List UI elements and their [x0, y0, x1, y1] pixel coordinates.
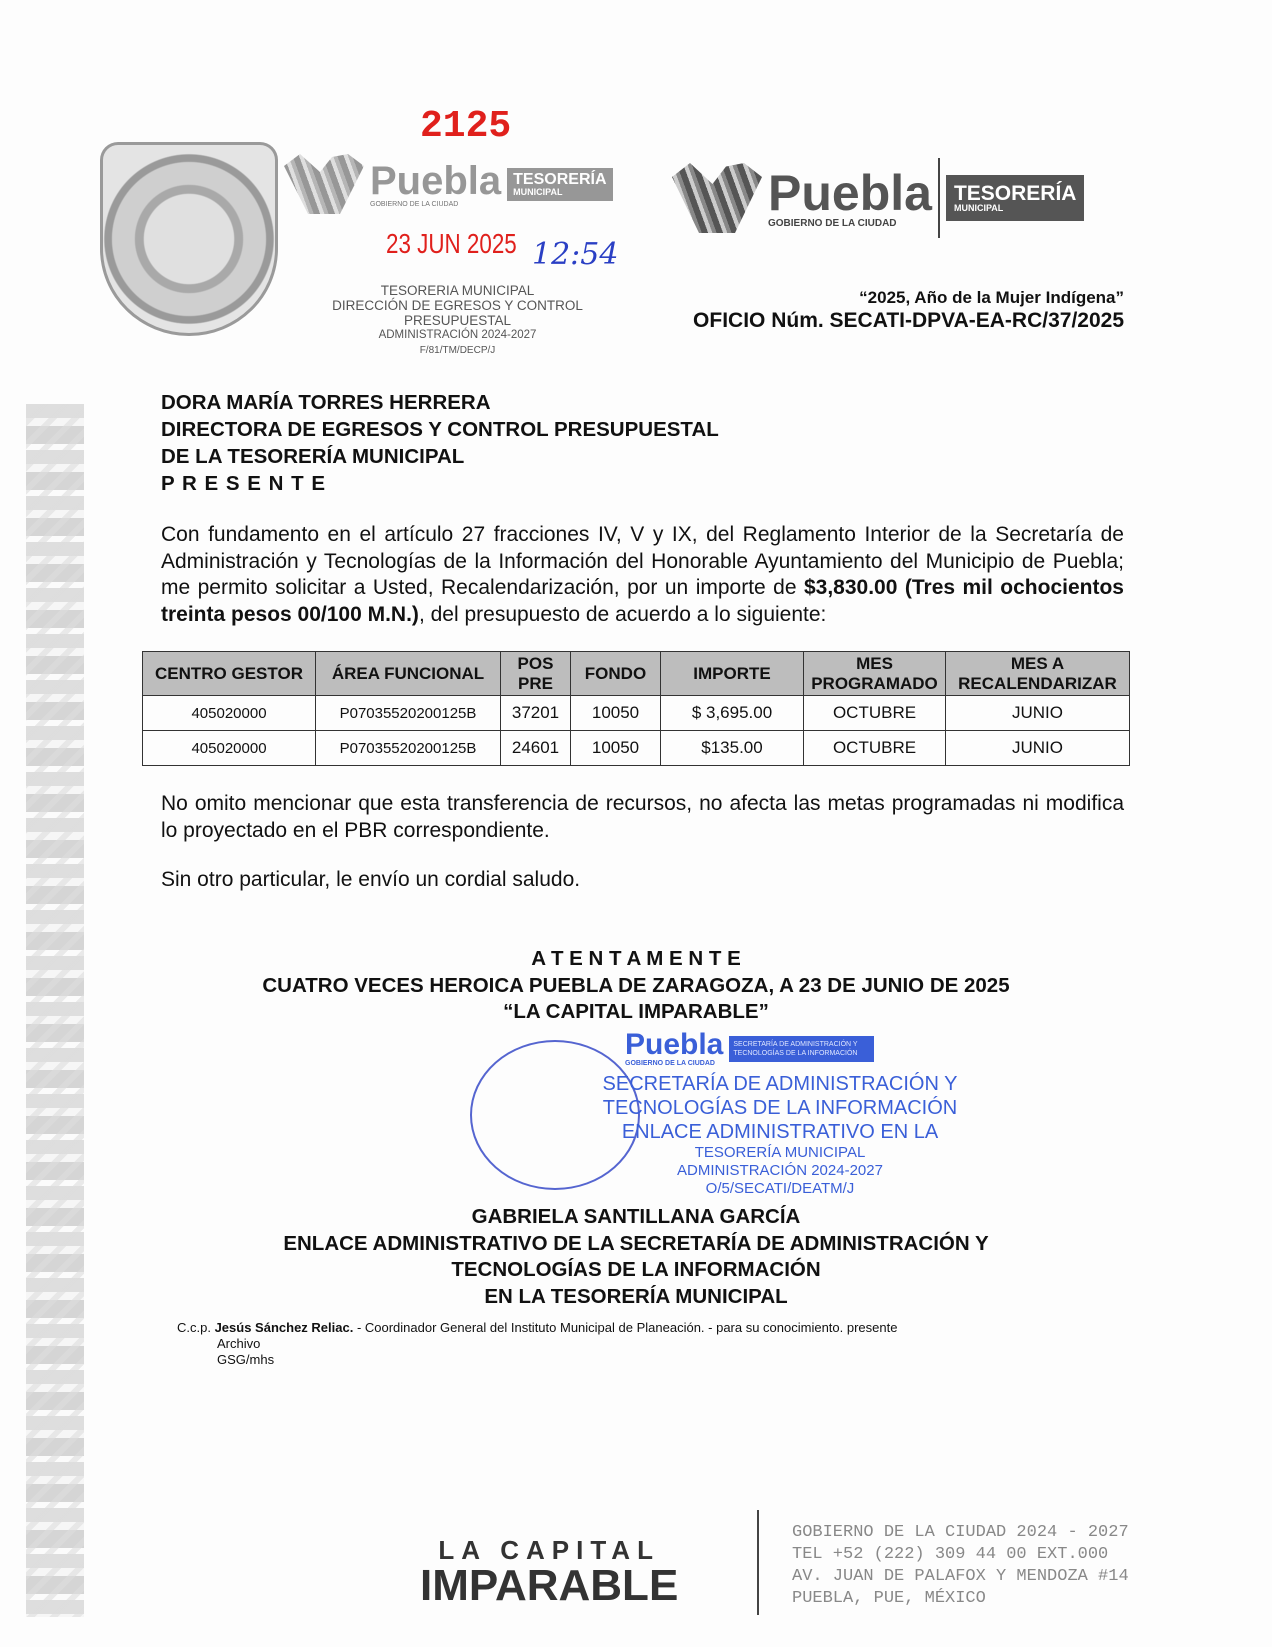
addressee-office: DE LA TESORERÍA MUNICIPAL [161, 445, 465, 468]
municipal-seal [100, 142, 278, 336]
signer-block [0, 1204, 1272, 1310]
col-header: ÁREA FUNCIONAL [316, 652, 501, 696]
logo-dept: SECRETARÍA DE ADMINISTRACIÓN Y TECNOLOGÍAS DE LA INFORMACIÓN [729, 1036, 874, 1062]
received-stamp-text [300, 283, 615, 358]
footer-logo-top: LA CAPITAL [438, 1535, 660, 1565]
footer-address [792, 1522, 1129, 1610]
body-paragraph-1 [161, 522, 1124, 628]
table-cell: OCTUBRE [804, 731, 946, 766]
table-row [143, 731, 1130, 766]
footer-divider [757, 1510, 759, 1615]
table-cell: 24601 [501, 731, 571, 766]
stamp-line: ADMINISTRACIÓN 2024-2027 [378, 329, 537, 341]
table-cell: 10050 [571, 696, 661, 731]
atentamente: A T E N T A M E N T E [531, 947, 741, 970]
table-cell: OCTUBRE [804, 696, 946, 731]
logo-dept: TESORERÍA [953, 182, 1077, 205]
puebla-logo-icon [284, 154, 364, 214]
text: Con fundamento en el artículo 27 fracciones IV, V y IX, del Reglamento Interior de la Secretaría de Administración y Tecnologías de la Información del Honorable Ayuntamiento del Municipio de Puebla; me permito solicitar a Usted, Recalendarización, por un importe de [161, 523, 1124, 599]
year-motto: “2025, Año de la Mujer Indígena” [859, 288, 1124, 307]
col-header: IMPORTE [661, 652, 804, 696]
blue-stamp [560, 1072, 1000, 1198]
footer-logo-bottom: IMPARABLE [420, 1561, 679, 1610]
table-cell: $ 3,695.00 [661, 696, 804, 731]
signer-title: ENLACE ADMINISTRATIVO DE LA SECRETARÍA DE ADMINISTRACIÓN Y [283, 1231, 989, 1255]
table-cell: P07035520200125B [316, 696, 501, 731]
stamp-line: SECRETARÍA DE ADMINISTRACIÓN Y [602, 1073, 958, 1095]
amount: $3,830.00 (Tres mil ochocientos treinta pesos 00/100 M.N.) [161, 576, 1124, 626]
stamp-line: F/81/TM/DECP/J [419, 345, 496, 356]
addressee-presente: P R E S E N T E [161, 472, 326, 495]
logo-sub: GOBIERNO DE LA CIUDAD [768, 217, 897, 229]
table-cell: P07035520200125B [316, 731, 501, 766]
copy-list [177, 1320, 897, 1368]
puebla-logo-icon [672, 163, 762, 233]
ccp-name: Jesús Sánchez Reliac. [214, 1320, 354, 1335]
initials: GSG/mhs [217, 1352, 275, 1367]
table-row [143, 696, 1130, 731]
table-cell: JUNIO [946, 696, 1130, 731]
addressee-title: DIRECTORA DE EGRESOS Y CONTROL PRESUPUESTAL [161, 418, 719, 441]
address-line: AV. JUAN DE PALAFOX Y MENDOZA #14 [792, 1567, 1129, 1586]
stamp-line: TESORERÍA MUNICIPAL [694, 1144, 866, 1161]
footer-logo [420, 1535, 679, 1610]
stamp-line: TECNOLOGÍAS DE LA INFORMACIÓN [602, 1097, 958, 1119]
logo-word: Puebla [370, 158, 502, 203]
text: , del presupuesto de acuerdo a lo siguiente: [418, 602, 827, 626]
ccp-role: - Coordinador General del Instituto Municipal de Planeación. - para su conocimiento. presente [353, 1320, 898, 1335]
received-stamp-logo [284, 154, 613, 214]
place-date: CUATRO VECES HEROICA PUEBLA DE ZARAGOZA, A 23 DE JUNIO DE 2025 [262, 973, 1010, 997]
address-line: TEL +52 (222) 309 44 00 EXT.000 [792, 1545, 1109, 1564]
signer-title: TECNOLOGÍAS DE LA INFORMACIÓN [451, 1258, 821, 1281]
col-header: MES A RECALENDARIZAR [946, 652, 1130, 696]
header-logo [672, 158, 1084, 238]
col-header: POS PRE [501, 652, 571, 696]
slogan: “LA CAPITAL IMPARABLE” [503, 1000, 769, 1023]
budget-table [142, 651, 1130, 766]
addressee-name: DORA MARÍA TORRES HERRERA [161, 391, 491, 414]
logo-dept-sub: MUNICIPAL [513, 186, 563, 197]
stamp-line: O/5/SECATI/DEATM/J [705, 1180, 855, 1197]
logo-dept: TESORERÍA [513, 170, 607, 188]
logo-sub: GOBIERNO DE LA CIUDAD [625, 1060, 715, 1067]
stamp-line: PRESUPUESTAL [403, 313, 512, 328]
logo-dept-sub: MUNICIPAL [953, 203, 1004, 213]
table-cell: 10050 [571, 731, 661, 766]
col-header: MES PROGRAMADO [804, 652, 946, 696]
stamp-line: DIRECCIÓN DE EGRESOS Y CONTROL [332, 298, 583, 313]
received-date: 23 JUN 2025 [386, 228, 517, 259]
logo-word: Puebla [768, 164, 932, 221]
ccp-prefix: C.c.p. [177, 1320, 215, 1335]
table-cell: 405020000 [143, 696, 316, 731]
ccp-archivo: Archivo [217, 1336, 261, 1351]
table-cell: $135.00 [661, 731, 804, 766]
table-cell: 37201 [501, 696, 571, 731]
address-line: PUEBLA, PUE, MÉXICO [792, 1589, 986, 1608]
address-line: GOBIERNO DE LA CIUDAD 2024 - 2027 [792, 1523, 1129, 1542]
body-paragraph-3: Sin otro particular, le envío un cordial saludo. [161, 868, 581, 891]
logo-word: Puebla [625, 1028, 724, 1061]
closing-block [0, 946, 1272, 1026]
table-cell: 405020000 [143, 731, 316, 766]
oficio-number: OFICIO Núm. SECATI-DPVA-EA-RC/37/2025 [693, 309, 1124, 332]
stamp-line: ENLACE ADMINISTRATIVO EN LA [621, 1121, 939, 1143]
logo-sub: GOBIERNO DE LA CIUDAD [370, 200, 459, 208]
col-header: CENTRO GESTOR [143, 652, 316, 696]
received-stamp-number: 2125 [420, 105, 512, 148]
body-paragraph-2: No omito mencionar que esta transferencia de recursos, no afecta las metas programadas ni modifica lo proyectado en el PBR correspondiente. [161, 792, 1124, 842]
signer-title: EN LA TESORERÍA MUNICIPAL [484, 1284, 788, 1308]
table-cell: JUNIO [946, 731, 1130, 766]
addressee [161, 389, 719, 497]
col-header: FONDO [571, 652, 661, 696]
signer-name: GABRIELA SANTILLANA GARCÍA [471, 1205, 801, 1228]
stamp-line: TESORERIA MUNICIPAL [380, 283, 535, 298]
handwritten-time: 12:54 [532, 237, 619, 272]
stamp-line: ADMINISTRACIÓN 2024-2027 [677, 1162, 883, 1179]
blue-stamp-logo [625, 1030, 874, 1067]
